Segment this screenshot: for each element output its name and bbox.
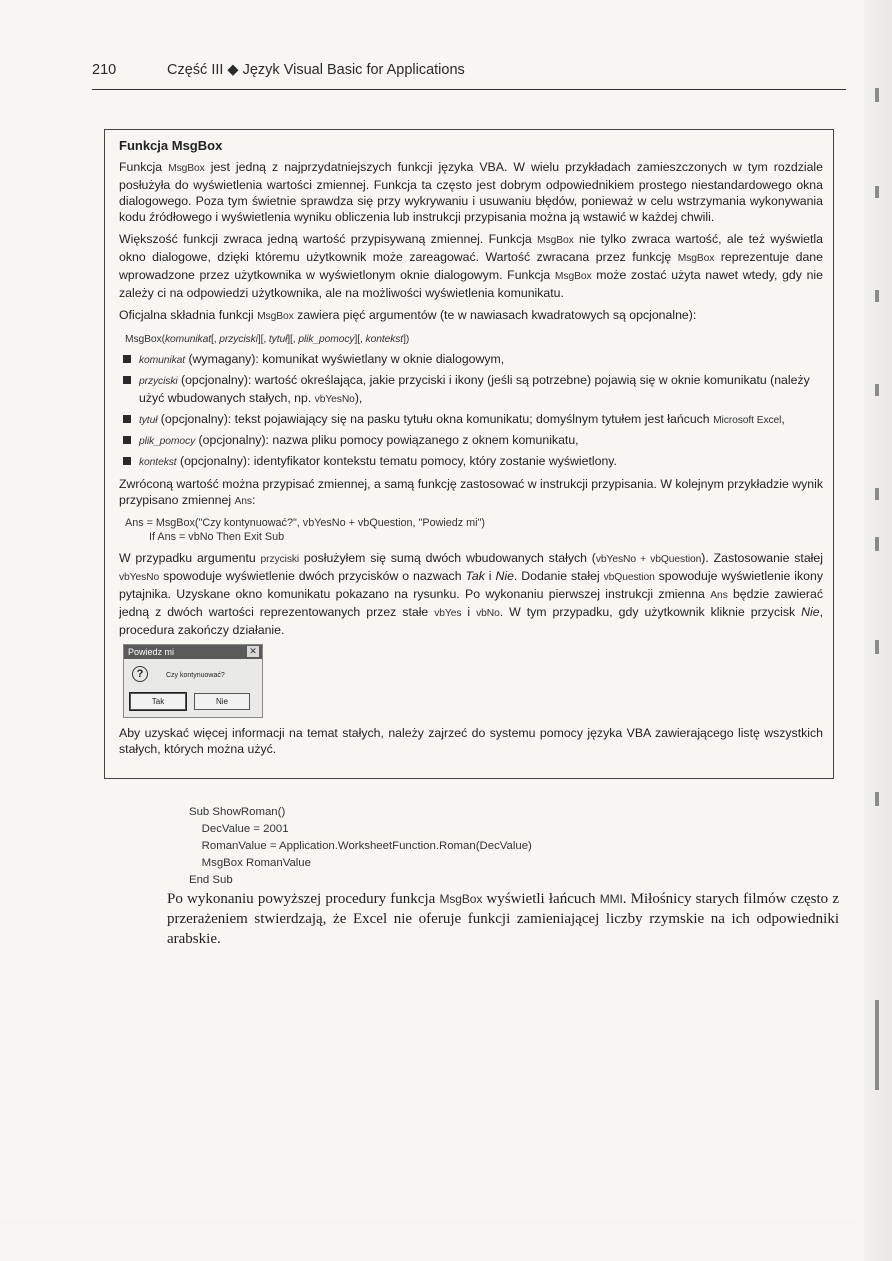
text-run: vbNo	[476, 608, 500, 619]
text-run: Microsoft Excel	[713, 415, 782, 426]
scan-mark	[875, 88, 879, 102]
text-run: (wymagany): komunikat wyświetlany w oknie dialogowym,	[185, 352, 505, 366]
text-run: Tak	[465, 569, 485, 583]
argument-list	[119, 351, 823, 471]
text-run: W przypadku argumentu	[119, 551, 261, 565]
text-run: Ans	[234, 496, 252, 507]
text-run: reprezentuje dane wprowadzone przez użytkownika w wyświetlonym oknie dialogowym. Funkcja	[119, 250, 823, 282]
text-run: komunikat	[139, 355, 186, 366]
scan-mark	[875, 640, 879, 654]
text-run: . Dodanie stałej	[513, 569, 604, 583]
text-run: ). Zastosowanie stałej	[701, 551, 823, 565]
text-run: MMI	[599, 892, 623, 906]
text-run: . W tym przypadku, gdy użytkownik kliknie przycisk	[499, 605, 802, 619]
text-run: spowoduje wyświetlenie dwóch przycisków o nazwach	[159, 569, 466, 583]
text-run: ),	[354, 391, 363, 405]
bullet-icon	[123, 376, 131, 384]
text-run: plik_pomocy	[139, 436, 196, 447]
text-run: Po wykonaniu powyższej procedury funkcja	[167, 891, 440, 907]
text-run: (opcjonalny): identyfikator kontekstu tematu pomocy, który zostanie wyświetlony.	[176, 454, 617, 468]
bullet-icon	[123, 415, 131, 423]
text-run: ][,	[354, 334, 366, 345]
box-heading: Funkcja MsgBox	[119, 138, 223, 153]
syntax-line	[125, 331, 823, 348]
text-run: nie tylko zwraca wartość, ale też wyświetla okno dialogowe, dzięki któremu użytkownik może zareagować. Wartość zwracana przez funkcję	[119, 232, 823, 264]
text-run: komunikat	[164, 334, 211, 345]
text-run: Nie	[801, 605, 820, 619]
scan-mark	[875, 1000, 879, 1090]
yes-button: Tak	[130, 693, 186, 710]
argument-item	[119, 372, 823, 408]
scan-mark	[875, 384, 879, 396]
scan-mark	[875, 488, 879, 500]
text-run: Aby uzyskać więcej informacji na temat stałych, należy zajrzeć do systemu pomocy języka VBA zawierającego listę wszystkich stałych, których można użyć.	[119, 726, 823, 756]
text-run: Ans	[710, 590, 728, 601]
text-run: MsgBox	[257, 311, 294, 322]
text-run: przyciski	[219, 334, 258, 345]
text-run: MsgBox	[537, 235, 574, 246]
box-paragraph-2	[119, 231, 823, 301]
box-paragraph-3	[119, 307, 823, 325]
question-icon: ?	[132, 666, 148, 682]
text-run: MsgBox	[677, 253, 715, 264]
text-run: wyświetli łańcuch	[482, 891, 600, 907]
text-run: tytuł	[139, 415, 158, 426]
text-run: MsgBox(	[125, 334, 165, 345]
sidebar-box-msgbox	[104, 129, 834, 779]
box-paragraph-5	[119, 550, 823, 638]
text-run: Oficjalna składnia funkcji	[119, 308, 258, 322]
bullet-icon	[123, 436, 131, 444]
argument-item	[119, 351, 823, 369]
text-run: . Miłośnicy starych filmów często z przerażeniem stwierdzają, że Excel nie oferuje funkcji zamieniającej liczby rzymskie na ich odpowiedniki arabskie.	[167, 891, 839, 947]
text-run: ])	[403, 334, 410, 345]
text-run: plik_pomocy	[298, 334, 355, 345]
text-run: i	[484, 569, 496, 583]
text-run: [,	[210, 334, 220, 345]
text-run: , procedura zakończy działanie.	[119, 605, 823, 637]
text-run: jest jedną z najprzydatniejszych funkcji języka VBA. W wielu przykładach zamieszczonych w tym rozdziale posłużyła do wyświetlenia wartości zmiennej. Funkcja ta często jest dobrym odpowiednikiem prostego niestandardowego okna dialogowego. Poza tym świetnie sprawdza się przy wykrywaniu i usuwaniu błędów, ponieważ w celu wstrzymania wykonywania kodu źródłowego i wyświetlenia wyniku obliczenia lub instrukcji przypisania można ją wstawić w każdej chwili.	[119, 160, 823, 224]
box-paragraph-1	[119, 159, 823, 225]
argument-item	[119, 432, 823, 450]
msgbox-dialog-figure	[123, 644, 263, 718]
dialog-message: Czy kontynuować?	[166, 672, 225, 679]
page-number: 210	[92, 62, 117, 78]
text-run: vbYesNo	[119, 572, 160, 583]
text-run: vbYesNo + vbQuestion	[595, 554, 702, 565]
text-run: i	[461, 605, 477, 619]
scan-mark	[875, 290, 879, 302]
code-block-showroman: Sub ShowRoman() DecValue = 2001 RomanValue = Application.WorksheetFunction.Roman(DecValue) MsgBox RomanValue End Sub	[189, 806, 532, 886]
box-paragraph-6	[119, 725, 823, 757]
text-run: vbYes	[434, 608, 462, 619]
text-run: posłużyłem się sumą dwóch wbudowanych stałych (	[299, 551, 596, 565]
text-run: vbQuestion	[603, 572, 655, 583]
scan-mark	[875, 792, 879, 806]
text-run: kontekst	[139, 457, 177, 468]
text-run: przyciski	[139, 376, 178, 387]
text-run: vbYesNo	[314, 394, 355, 405]
page-header	[92, 60, 848, 86]
text-run: tytuł	[268, 334, 288, 345]
running-title: Część III ◆ Język Visual Basic for Applications	[167, 62, 465, 78]
text-run: (opcjonalny): tekst pojawiający się na pasku tytułu okna komunikatu; domyślnym tytułem jest łańcuch	[157, 412, 714, 426]
no-button: Nie	[194, 693, 250, 710]
bullet-icon	[123, 355, 131, 363]
argument-item	[119, 411, 823, 429]
body-paragraph	[167, 889, 839, 949]
text-run: MsgBox	[168, 163, 205, 174]
text-run: może zostać użyta nawet wtedy, gdy nie zależy ci na odpowiedzi użytkownika, ale na możliwości wyświetlenia komunikatu.	[119, 268, 823, 300]
scan-mark	[875, 186, 879, 198]
text-run: Funkcja	[119, 160, 169, 174]
box-paragraph-4	[119, 476, 823, 510]
text-run: (opcjonalny): nazwa pliku pomocy powiązanego z oknem komunikatu,	[195, 433, 579, 447]
text-run: będzie zawierać jedną z dwóch wartości reprezentowanych przez stałe	[119, 587, 823, 619]
text-run: Zwróconą wartość można przypisać zmiennej, a samą funkcję zastosować w instrukcji przypisania. W kolejnym przykładzie wynik przypisano zmiennej	[119, 477, 823, 507]
text-run: zawiera pięć argumentów (te w nawiasach kwadratowych są opcjonalne):	[293, 308, 697, 322]
dialog-title: Powiedz mi	[124, 645, 262, 659]
code-sample-msgbox: Ans = MsgBox("Czy kontynuować?", vbYesNo + vbQuestion, "Powiedz mi") If Ans = vbNo Then Exit Sub	[125, 517, 485, 543]
header-rule	[92, 89, 846, 90]
text-run: MsgBox	[439, 892, 483, 906]
text-run: MsgBox	[554, 271, 592, 282]
argument-item	[119, 453, 823, 471]
text-run: kontekst	[365, 334, 404, 345]
text-run: Nie	[495, 569, 514, 583]
text-run: ][,	[257, 334, 269, 345]
scan-mark	[875, 537, 879, 551]
text-run: (opcjonalny): wartość określająca, jakie przyciski i ikony (jeśli są potrzebne) pojawią się w oknie komunikatu (należy użyć wbudowanych stałych, np.	[139, 373, 810, 405]
bullet-icon	[123, 457, 131, 465]
text-run: ][,	[287, 334, 299, 345]
text-run: :	[251, 493, 256, 507]
text-run: ,	[781, 412, 785, 426]
text-run: przyciski	[260, 554, 300, 565]
text-run: Większość funkcji zwraca jedną wartość przypisywaną zmiennej. Funkcja	[119, 232, 538, 246]
text-run: spowoduje wyświetlenie ikony pytajnika. Uzyskane okno komunikatu pokazano na rysunku. Po wykonaniu pierwszej instrukcji zmienna	[119, 569, 824, 601]
close-icon: ✕	[247, 646, 259, 657]
